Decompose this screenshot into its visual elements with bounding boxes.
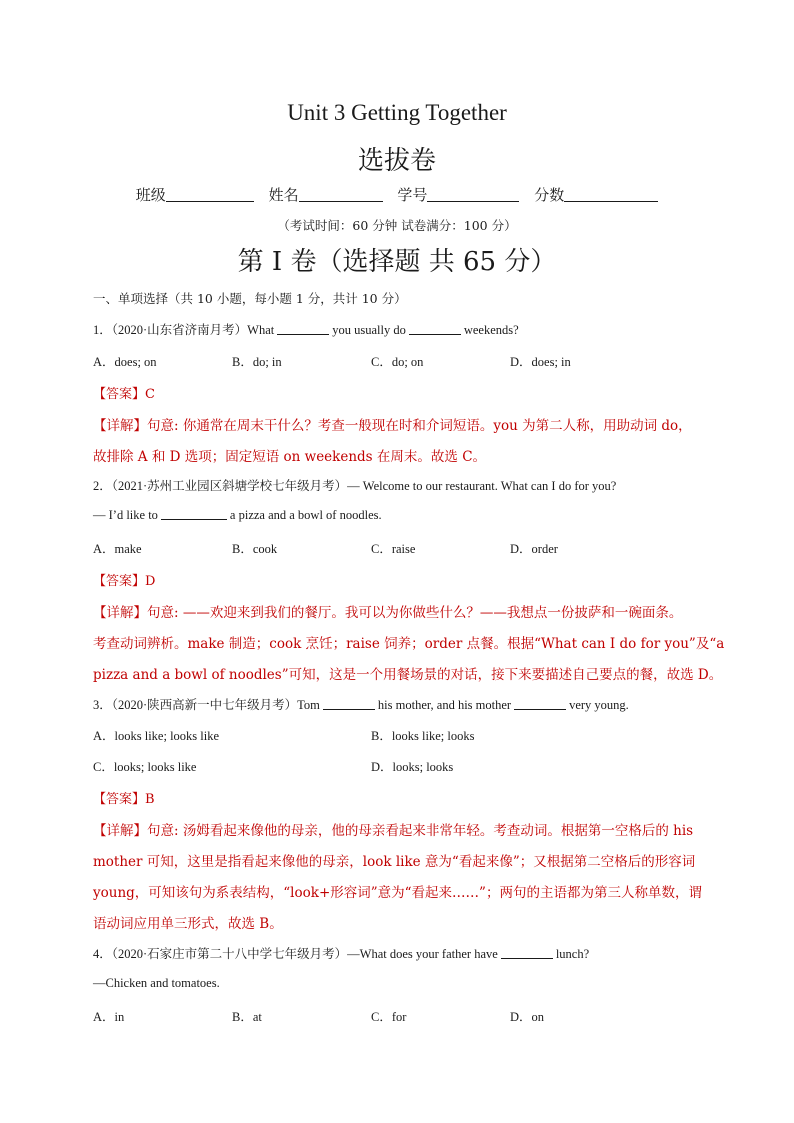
- q1-explanation-line: 【详解】句意: 你通常在周末干什么？考查一般现在时和介词短语。you 为第二人称，用助动词 do，: [93, 418, 692, 434]
- q3-blank-2: [514, 698, 566, 710]
- q3-option-b[interactable]: B．looks like; looks: [371, 729, 475, 743]
- q2-option-d[interactable]: D．order: [510, 542, 558, 556]
- q4-option-a[interactable]: A．in: [93, 1010, 125, 1024]
- q1-blank-1: [277, 323, 329, 335]
- class-label: 班级: [135, 186, 166, 204]
- question-4-stem: 4．（2020·石家庄市第二十八中学七年级月考）—What does your father have lunch?: [93, 947, 590, 961]
- q3-option-a[interactable]: A．looks like; looks like: [93, 729, 220, 743]
- q1-option-c[interactable]: C．do; on: [371, 355, 424, 369]
- q3-explanation-line: mother 可知，这里是指看起来像他的母亲，look like 意为“看起来像”；又根据第二空格后的形容词: [93, 854, 696, 870]
- name-blank[interactable]: [299, 187, 383, 202]
- q2-option-a[interactable]: A．make: [93, 542, 142, 556]
- paper-subtitle: 选拔卷: [357, 146, 436, 176]
- q1-answer: 【答案】C: [93, 387, 155, 402]
- q2-option-c[interactable]: C．raise: [371, 542, 416, 556]
- q1-option-d[interactable]: D．does; in: [510, 355, 571, 369]
- q4-option-c[interactable]: C．for: [371, 1010, 407, 1024]
- q1-explanation-line: 故排除 A 和 D 选项；固定短语 on weekends 在周末。故选 C。: [93, 449, 487, 465]
- score-label: 分数: [534, 186, 565, 204]
- student-id-blank[interactable]: [427, 187, 519, 202]
- unit-title: Unit 3 Getting Together: [287, 100, 507, 125]
- q4-option-b[interactable]: B．at: [232, 1010, 262, 1024]
- student-id-label: 学号: [397, 186, 428, 204]
- question-4-stem-line2: —Chicken and tomatoes.: [93, 976, 220, 990]
- q1-blank-2: [409, 323, 461, 335]
- q3-explanation-line: 【详解】句意: 汤姆看起来像他的母亲，他的母亲看起来非常年轻。考查动词。根据第一空格后的 his: [93, 823, 694, 839]
- q3-explanation-line: 语动词应用单三形式，故选 B。: [93, 916, 283, 932]
- q2-blank: [161, 508, 227, 520]
- section-title: 一、单项选择（共 10 小题，每小题 1 分，共计 10 分）: [93, 291, 407, 306]
- q1-option-b[interactable]: B．do; in: [232, 355, 282, 369]
- score-blank[interactable]: [564, 187, 658, 202]
- q3-option-d[interactable]: D．looks; looks: [371, 760, 454, 774]
- name-label: 姓名: [268, 186, 299, 204]
- question-1-stem: 1．（2020·山东省济南月考）What you usually do weekends?: [93, 323, 519, 337]
- q3-blank-1: [323, 698, 375, 710]
- part-title: 第 I 卷（选择题 共 65 分）: [237, 247, 557, 277]
- q4-option-d[interactable]: D．on: [510, 1010, 545, 1024]
- q3-answer: 【答案】B: [93, 792, 155, 807]
- q1-option-a[interactable]: A．does; on: [93, 355, 157, 369]
- question-2-stem: 2．（2021·苏州工业园区斜塘学校七年级月考）— Welcome to our restaurant. What can I do for you?: [93, 479, 617, 493]
- q2-option-b[interactable]: B．cook: [232, 542, 278, 556]
- question-2-stem-line2: — I’d like to a pizza and a bowl of noodles.: [93, 508, 382, 522]
- q4-blank: [501, 947, 553, 959]
- q3-explanation-line: young，可知该句为系表结构，“look+形容词”意为“看起来……”；两句的主语都为第三人称单数，谓: [93, 885, 702, 901]
- q3-option-c[interactable]: C．looks; looks like: [93, 760, 197, 774]
- q2-answer: 【答案】D: [93, 574, 156, 589]
- student-info-line: [0, 184, 794, 205]
- class-blank[interactable]: [166, 187, 254, 202]
- question-3-stem: 3．（2020·陕西高新一中七年级月考）Tom his mother, and his mother very young.: [93, 698, 629, 712]
- q2-explanation-line: 【详解】句意: ——欢迎来到我们的餐厅。我可以为你做些什么？——我想点一份披萨和一碗面条。: [93, 605, 683, 621]
- exam-info: （考试时间：60 分钟 试卷满分：100 分）: [277, 218, 517, 233]
- q2-explanation-line: 考查动词辨析。make 制造；cook 烹饪；raise 饲养；order 点餐。根据“What can I do for you”及“a: [93, 636, 725, 652]
- q2-explanation-line: pizza and a bowl of noodles”可知，这是一个用餐场景的对话，接下来要描述自己要点的餐，故选 D。: [93, 667, 723, 683]
